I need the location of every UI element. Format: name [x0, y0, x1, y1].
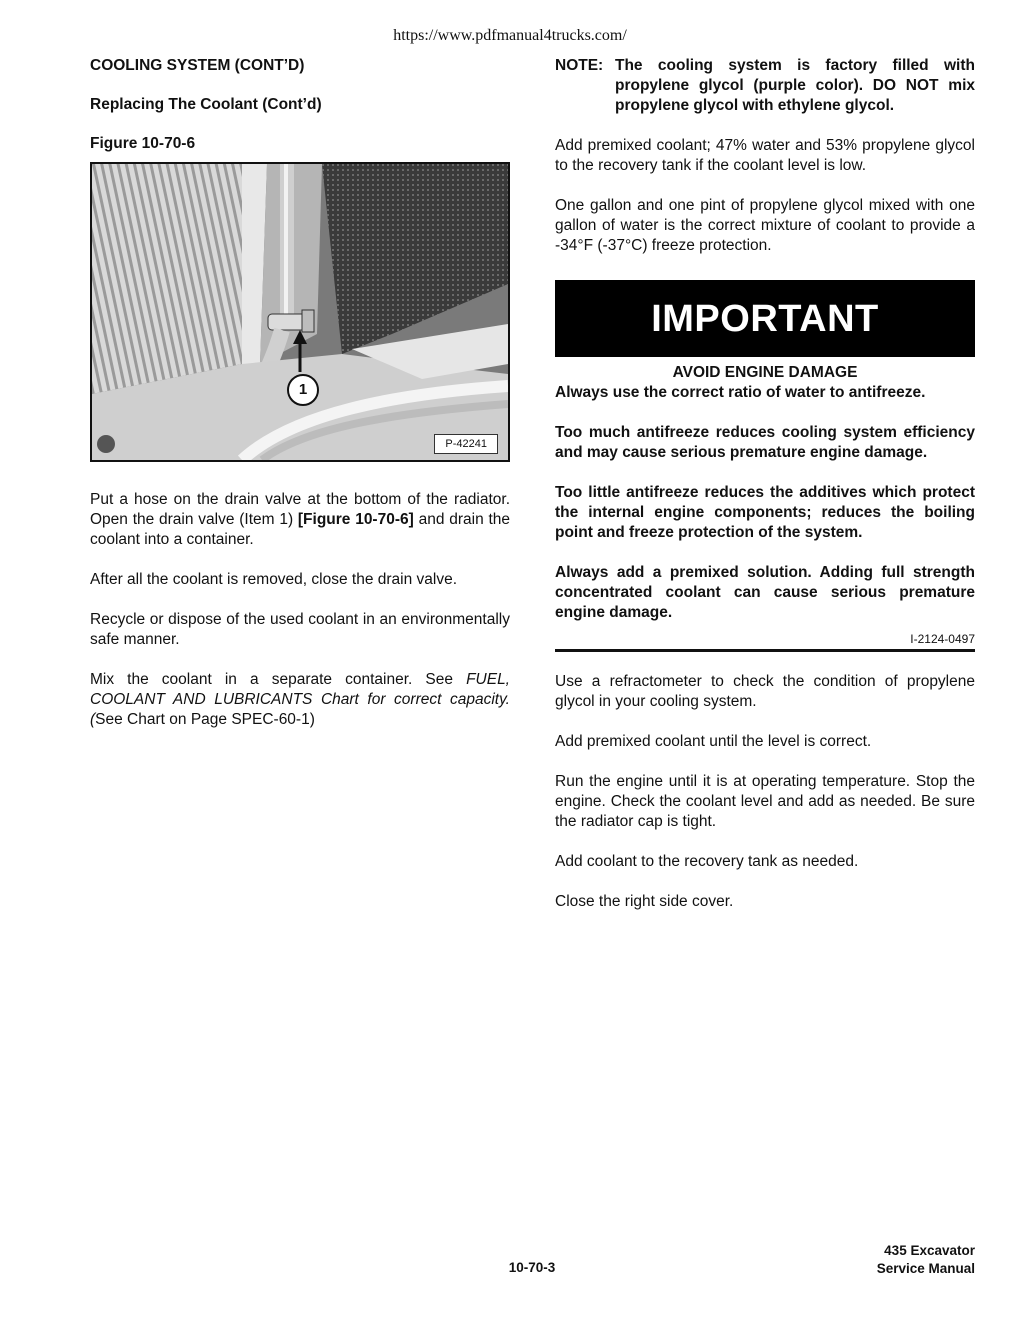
note-block — [555, 56, 975, 116]
close-cover-paragraph: Close the right side cover. — [555, 893, 734, 910]
section-subheading: Replacing The Coolant (Cont’d) — [90, 96, 322, 113]
important-content — [555, 363, 975, 652]
important-item-3: Too little antifreeze reduces the additives which protect the internal engine components; reduces the boiling point and freeze protection of the system. — [555, 484, 975, 541]
mix-text-a: Mix the coolant in a separate container. See — [90, 671, 467, 688]
close-valve-instruction: After all the coolant is removed, close the drain valve. — [90, 571, 458, 588]
drain-text-a: Put a hose on the drain valve at the bottom of the radiator. Open the drain valve (Item 1) — [90, 491, 510, 528]
chart-reference: FUEL, COOLANT AND LUBRICANTS Chart for correct capacity. ( — [90, 671, 510, 728]
left-column — [90, 56, 510, 750]
footer-title — [877, 1242, 975, 1278]
drain-instruction — [90, 490, 510, 550]
page-number: 10-70-3 — [508, 1260, 556, 1275]
source-url[interactable]: https://www.pdfmanual4trucks.com/ — [393, 27, 627, 44]
run-engine-paragraph: Run the engine until it is at operating temperature. Stop the engine. Check the coolant level and add as needed. Be sure the radiator cap is tight. — [555, 773, 975, 830]
item-1-callout: 1 — [287, 374, 319, 406]
important-item-1: Always use the correct ratio of water to antifreeze. — [555, 384, 926, 401]
photo-illustration — [92, 164, 508, 460]
drain-text-b: and drain the coolant into a container. — [90, 511, 511, 548]
figure-code: P-42241 — [434, 434, 498, 454]
mix-instruction — [90, 670, 510, 730]
important-banner: IMPORTANT — [555, 280, 975, 357]
add-coolant-paragraph: Add premixed coolant; 47% water and 53% propylene glycol to the recovery tank if the coolant level is low. — [555, 137, 975, 174]
note-label: NOTE: — [555, 57, 604, 74]
important-item-4: Always add a premixed solution. Adding full strength concentrated coolant can cause serious premature engine damage. — [555, 564, 975, 621]
important-code: I-2124-0497 — [910, 632, 975, 646]
mixture-paragraph: One gallon and one pint of propylene glycol mixed with one gallon of water is the correct mixture of coolant to provide a -34°F (-37°C) freeze protection. — [555, 197, 975, 254]
important-divider — [555, 649, 975, 652]
refractometer-paragraph: Use a refractometer to check the condition of propylene glycol in your cooling system. — [555, 673, 975, 710]
figure-title: Figure 10-70-6 — [90, 135, 196, 152]
section-heading: COOLING SYSTEM (CONT’D) — [90, 57, 305, 74]
add-premixed-paragraph: Add premixed coolant until the level is correct. — [555, 733, 872, 750]
note-text: The cooling system is factory filled with propylene glycol (purple color). DO NOT mix propylene glycol with ethylene glycol. — [615, 57, 975, 114]
mix-text-b: See Chart on Page SPEC-60-1) — [95, 711, 315, 728]
right-column — [555, 56, 975, 932]
figure-reference: [Figure 10-70-6] — [297, 511, 414, 528]
footer-manual: Service Manual — [876, 1261, 975, 1276]
radiator-drain-valve-photo — [90, 162, 510, 462]
important-item-2: Too much antifreeze reduces cooling system efficiency and may cause serious premature engine damage. — [555, 424, 975, 461]
important-subtitle: AVOID ENGINE DAMAGE — [672, 364, 858, 381]
recovery-tank-paragraph: Add coolant to the recovery tank as needed. — [555, 853, 859, 870]
footer-model: 435 Excavator — [884, 1243, 975, 1258]
recycle-instruction: Recycle or dispose of the used coolant in an environmentally safe manner. — [90, 611, 510, 648]
